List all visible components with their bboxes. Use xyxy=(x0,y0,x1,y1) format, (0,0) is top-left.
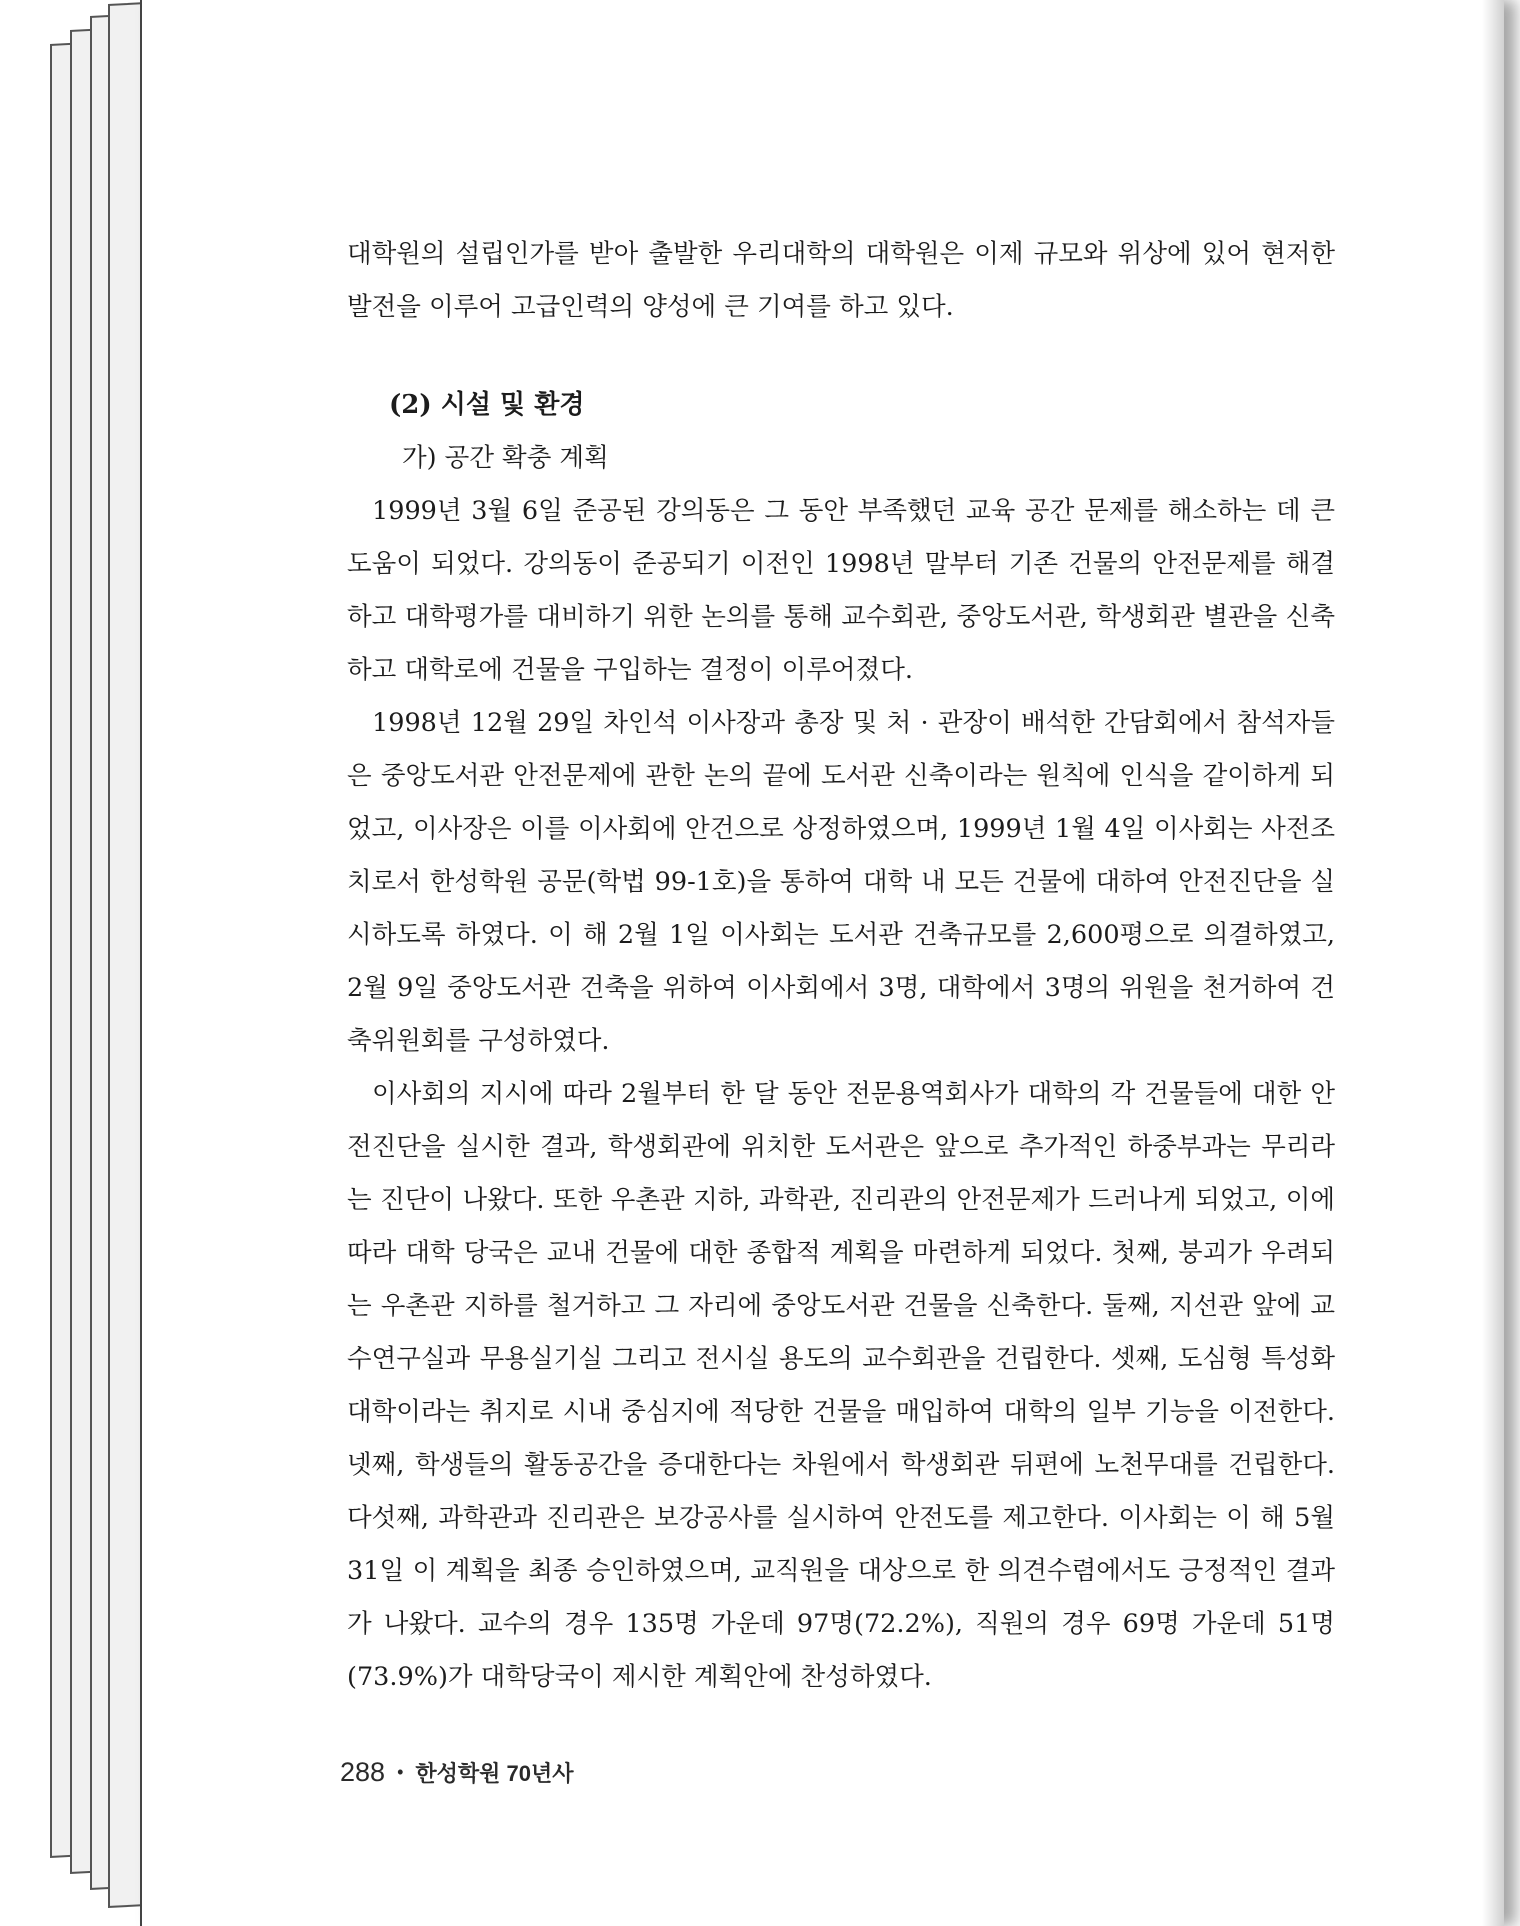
book-page xyxy=(140,0,1504,1926)
page-number: 288 xyxy=(340,1757,386,1787)
section-title: (2) 시설 및 환경 xyxy=(389,390,585,420)
intro-paragraph: 대학원의 설립인가를 받아 출발한 우리대학의 대학원은 이제 규모와 위상에 있어 현저한 발전을 이루어 고급인력의 양성에 큰 기여를 하고 있다. xyxy=(347,239,1335,322)
page-footer xyxy=(340,1757,573,1788)
body-paragraph: 1998년 12월 29일 차인석 이사장과 총장 및 처 · 관장이 배석한 간담회에서 참석자들은 중앙도서관 안전문제에 관한 논의 끝에 도서관 신축이라는 원칙에 인식을 같이하게 되었고, 이사장은 이를 이사회에 안건으로 상정하였으며, 1999년 1월 4일 이사회는 사전조치로서 한성학원 공문(학법 99-1호)을 통하여 대학 내 모든 건물에 대하여 안전진단을 실시하도록 하였다. 이 해 2월 1일 이사회는 도서관 건축규모를 2,600평으로 의결하였고, 2월 9일 중앙도서관 건축을 위하여 이사회에서 3명, 대학에서 3명의 위원을 천거하여 건축위원회를 구성하였다. xyxy=(347,708,1335,1056)
sub-title: 가) 공간 확충 계획 xyxy=(402,443,609,473)
body-paragraph: 이사회의 지시에 따라 2월부터 한 달 동안 전문용역회사가 대학의 각 건물들에 대한 안전진단을 실시한 결과, 학생회관에 위치한 도서관은 앞으로 추가적인 하중부과는 무리라는 진단이 나왔다. 또한 우촌관 지하, 과학관, 진리관의 안전문제가 드러나게 되었고, 이에 따라 대학 당국은 교내 건물에 대한 종합적 계획을 마련하게 되었다. 첫째, 붕괴가 우려되는 우촌관 지하를 철거하고 그 자리에 중앙도서관 건물을 신축한다. 둘째, 지선관 앞에 교수연구실과 무용실기실 그리고 전시실 용도의 교수회관을 건립한다. 셋째, 도심형 특성화 대학이라는 취지로 시내 중심지에 적당한 건물을 매입하여 대학의 일부 기능을 이전한다. 넷째, 학생들의 활동공간을 증대한다는 차원에서 학생회관 뒤편에 노천무대를 건립한다. 다섯째, 과학관과 진리관은 보강공사를 실시하여 안전도를 제고한다. 이사회는 이 해 5월 31일 이 계획을 최종 승인하였으며, 교직원을 대상으로 한 의견수렴에서도 긍정적인 결과가 나왔다. 교수의 경우 135명 가운데 97명(72.2%), 직원의 경우 69명 가운데 51명(73.9%)가 대학당국이 제시한 계획안에 찬성하였다. xyxy=(347,1079,1335,1692)
body-paragraph: 1999년 3월 6일 준공된 강의동은 그 동안 부족했던 교육 공간 문제를 해소하는 데 큰 도움이 되었다. 강의동이 준공되기 이전인 1998년 말부터 기존 건물의 안전문제를 해결하고 대학평가를 대비하기 위한 논의를 통해 교수회관, 중앙도서관, 학생회관 별관을 신축하고 대학로에 건물을 구입하는 결정이 이루어졌다. xyxy=(347,496,1335,685)
book-title: 한성학원 70년사 xyxy=(415,1761,574,1786)
footer-separator: • xyxy=(397,1762,404,1782)
page-content xyxy=(347,228,1335,1704)
